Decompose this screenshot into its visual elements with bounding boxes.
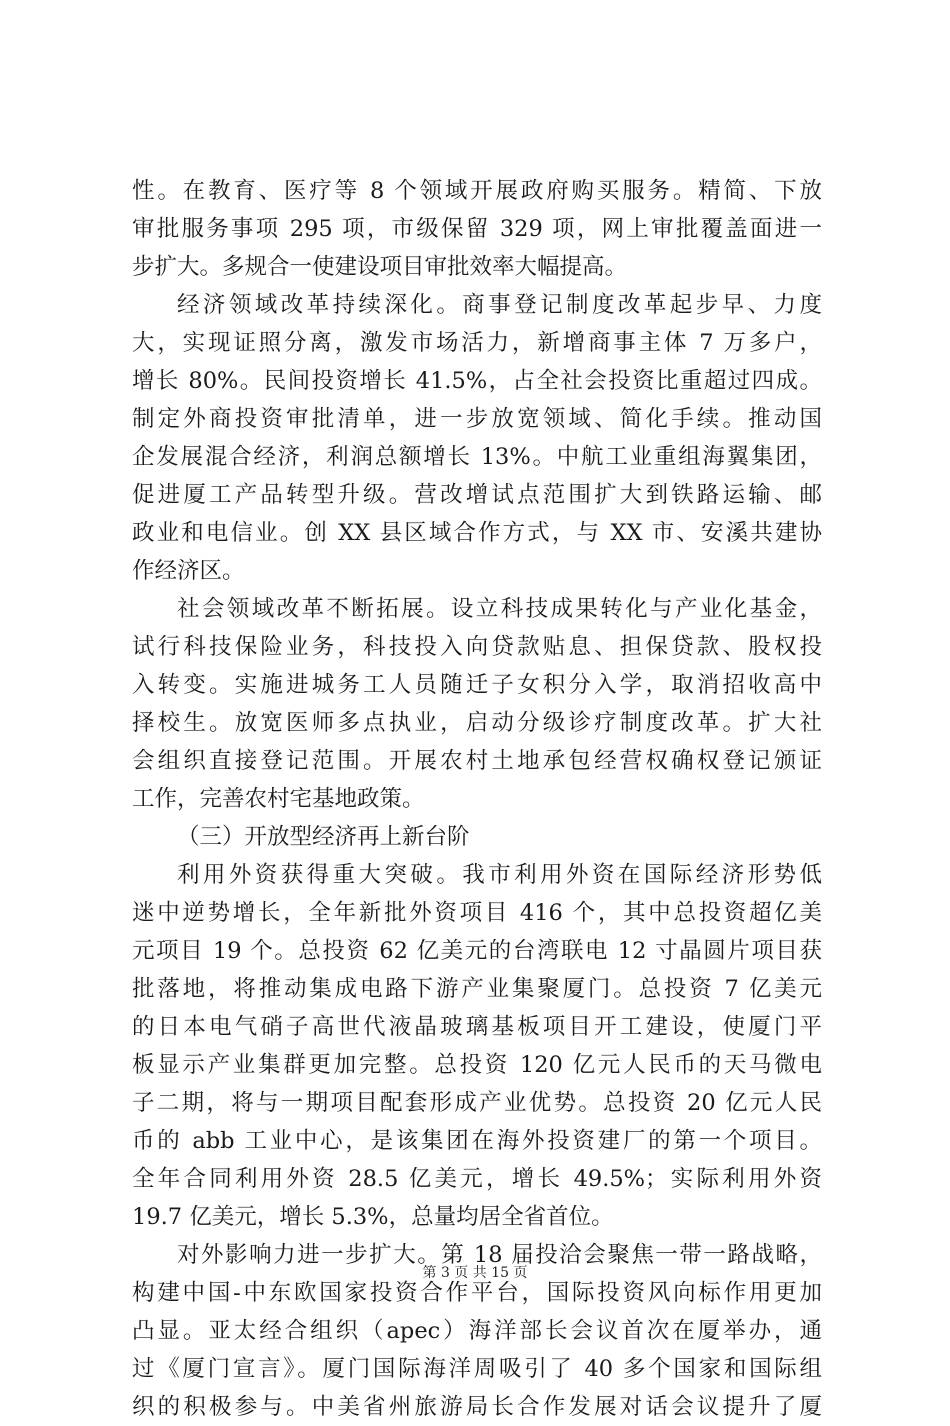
page-footer: 第 3 页 共 15 页	[422, 1265, 528, 1281]
paragraph-1	[132, 172, 822, 286]
text-line: 19.7 亿美元，增长 5.3%，总量均居全省首位。	[132, 1204, 614, 1230]
text-line: 会组织直接登记范围。开展农村土地承包经营权确权登记颁证	[132, 748, 822, 774]
text-line: 试行科技保险业务，科技投入向贷款贴息、担保贷款、股权投	[132, 634, 822, 660]
document-body	[132, 172, 822, 1426]
text-line: 织的积极参与。中美省州旅游局长合作发展对话会议提升了厦	[132, 1394, 822, 1420]
text-line: 过《厦门宣言》。厦门国际海洋周吸引了 40 多个国家和国际组	[132, 1356, 822, 1382]
text-line: 子二期，将与一期项目配套形成产业优势。总投资 20 亿元人民	[132, 1090, 822, 1116]
paragraph-social-reform	[132, 590, 822, 818]
text-line: 社会领域改革不断拓展。设立科技成果转化与产业化基金，	[177, 596, 822, 622]
text-line: 入转变。实施进城务工人员随迁子女积分入学，取消招收高中	[132, 672, 822, 698]
text-line: 凸显。亚太经合组织（apec）海洋部长会议首次在厦举办，通	[132, 1318, 822, 1344]
section-heading: （三）开放型经济再上新台阶	[177, 824, 470, 850]
text-line: 的日本电气硝子高世代液晶玻璃基板项目开工建设，使厦门平	[132, 1014, 822, 1040]
text-line: 板显示产业集群更加完整。总投资 120 亿元人民币的天马微电	[132, 1052, 822, 1078]
text-line: 制定外商投资审批清单，进一步放宽领域、简化手续。推动国	[132, 406, 822, 432]
paragraph-economic-reform	[132, 286, 822, 590]
text-line: 增长 80%。民间投资增长 41.5%，占全社会投资比重超过四成。	[132, 368, 822, 394]
text-line: 全年合同利用外资 28.5 亿美元，增长 49.5%；实际利用外资	[132, 1166, 822, 1192]
text-line: 币的 abb 工业中心，是该集团在海外投资建厂的第一个项目。	[132, 1128, 822, 1154]
text-line: 作经济区。	[132, 558, 245, 584]
text-line: 批落地，将推动集成电路下游产业集聚厦门。总投资 7 亿美元	[132, 976, 822, 1002]
text-line: 迷中逆势增长，全年新批外资项目 416 个，其中总投资超亿美	[132, 900, 822, 926]
text-line: 构建中国-中东欧国家投资合作平台，国际投资风向标作用更加	[132, 1280, 822, 1306]
text-line: 审批服务事项 295 项，市级保留 329 项，网上审批覆盖面进一	[132, 216, 822, 242]
paragraph-foreign-investment	[132, 856, 822, 1236]
text-line: 性。在教育、医疗等 8 个领域开展政府购买服务。精简、下放	[132, 178, 822, 204]
text-line: 择校生。放宽医师多点执业，启动分级诊疗制度改革。扩大社	[132, 710, 822, 736]
text-line: 元项目 19 个。总投资 62 亿美元的台湾联电 12 寸晶圆片项目获	[132, 938, 822, 964]
text-line: 对外影响力进一步扩大。第 18 届投洽会聚焦一带一路战略，	[177, 1242, 822, 1268]
text-line: 步扩大。多规合一使建设项目审批效率大幅提高。	[132, 254, 628, 280]
text-line: 工作，完善农村宅基地政策。	[132, 786, 425, 812]
text-line: 促进厦工产品转型升级。营改增试点范围扩大到铁路运输、邮	[132, 482, 822, 508]
text-line: 政业和电信业。创 XX 县区域合作方式，与 XX 市、安溪共建协	[132, 520, 822, 546]
text-line: 企发展混合经济，利润总额增长 13%。中航工业重组海翼集团，	[132, 444, 822, 470]
text-line: 利用外资获得重大突破。我市利用外资在国际经济形势低	[177, 862, 822, 888]
text-line: 大，实现证照分离，激发市场活力，新增商事主体 7 万多户，	[132, 330, 822, 356]
text-line: 经济领域改革持续深化。商事登记制度改革起步早、力度	[177, 292, 822, 318]
